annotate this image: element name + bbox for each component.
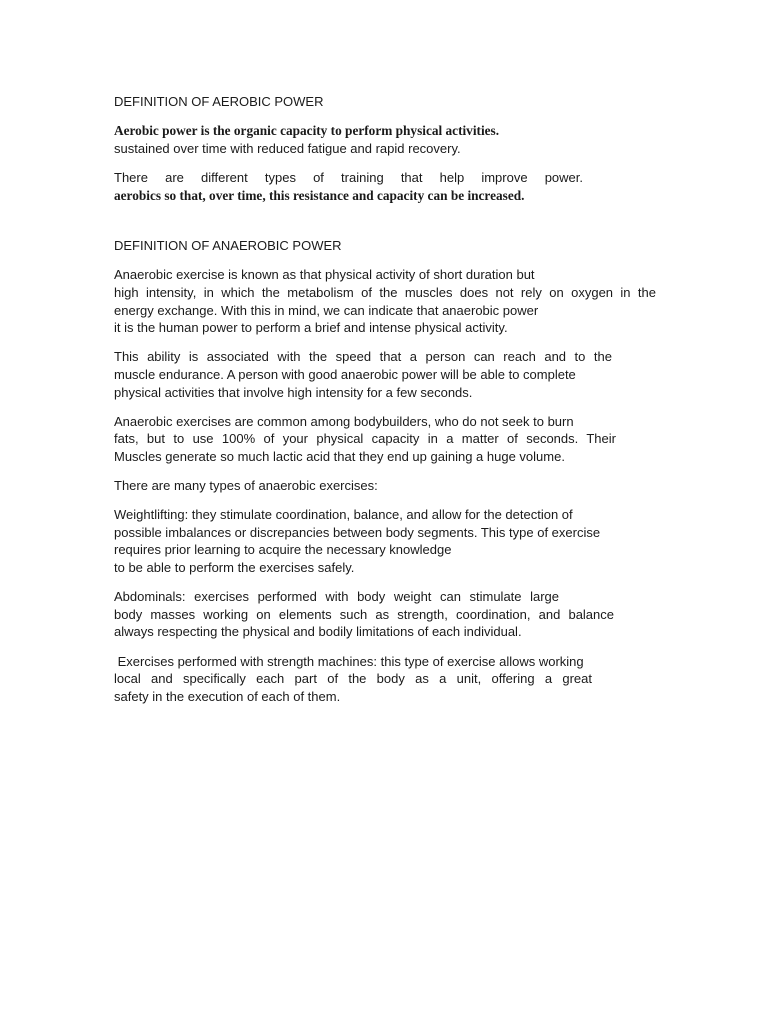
paragraph-line: There are different types of training that help improve power.	[114, 169, 583, 185]
paragraph-line: Aerobic power is the organic capacity to perform physical activities.	[114, 123, 500, 139]
paragraph-line: Weightlifting: they stimulate coordination, balance, and allow for the detection of	[114, 507, 573, 523]
anaerobic-paragraph-2	[114, 348, 659, 401]
paragraph-line: local and specifically each part of the body as a unit, offering a great	[114, 671, 592, 687]
paragraph-line: possible imbalances or discrepancies between body segments. This type of exercise	[114, 524, 601, 540]
paragraph-line: sustained over time with reduced fatigue and rapid recovery.	[114, 140, 461, 156]
paragraph-line: This ability is associated with the speed that a person can reach and to the	[114, 349, 612, 365]
paragraph-line: Anaerobic exercise is known as that physical activity of short duration but	[114, 267, 535, 283]
paragraph-line: Exercises performed with strength machines: this type of exercise allows working	[114, 653, 584, 669]
paragraph-line: There are many types of anaerobic exercises:	[114, 478, 378, 494]
paragraph-line: Muscles generate so much lactic acid that they end up gaining a huge volume.	[114, 448, 565, 464]
paragraph-line: fats, but to use 100% of your physical capacity in a matter of seconds. Their	[114, 431, 616, 447]
heading-text: DEFINITION OF ANAEROBIC POWER	[114, 238, 342, 254]
aerobic-paragraph-1	[114, 122, 659, 157]
paragraph-line: safety in the execution of each of them.	[114, 688, 341, 704]
paragraph-line: requires prior learning to acquire the necessary knowledge	[114, 542, 452, 558]
anaerobic-paragraph-1	[114, 266, 659, 336]
paragraph-line: muscle endurance. A person with good anaerobic power will be able to complete	[114, 366, 576, 382]
heading-text: DEFINITION OF AEROBIC POWER	[114, 94, 324, 109]
paragraph-line: Abdominals: exercises performed with body weight can stimulate large	[114, 589, 559, 605]
aerobic-paragraph-2	[114, 169, 659, 204]
paragraph-line: physical activities that involve high intensity for a few seconds.	[114, 384, 473, 400]
paragraph-line: Anaerobic exercises are common among bodybuilders, who do not seek to burn	[114, 413, 574, 429]
paragraph-line: aerobics so that, over time, this resistance and capacity can be increased.	[114, 187, 525, 203]
document-body	[114, 93, 659, 705]
paragraph-line: always respecting the physical and bodily limitations of each individual.	[114, 624, 522, 640]
anaerobic-paragraph-3	[114, 413, 659, 466]
anaerobic-paragraph-7	[114, 653, 659, 706]
anaerobic-paragraph-6	[114, 588, 659, 641]
paragraph-line: high intensity, in which the metabolism of the muscles does not rely on oxygen in the	[114, 284, 656, 300]
anaerobic-heading	[114, 237, 659, 255]
anaerobic-paragraph-4	[114, 477, 659, 495]
aerobic-heading	[114, 93, 659, 111]
paragraph-line: energy exchange. With this in mind, we can indicate that anaerobic power	[114, 302, 539, 318]
anaerobic-paragraph-5	[114, 506, 659, 576]
paragraph-line: body masses working on elements such as strength, coordination, and balance	[114, 606, 614, 622]
paragraph-line: it is the human power to perform a brief and intense physical activity.	[114, 320, 508, 336]
paragraph-line: to be able to perform the exercises safely.	[114, 560, 355, 576]
